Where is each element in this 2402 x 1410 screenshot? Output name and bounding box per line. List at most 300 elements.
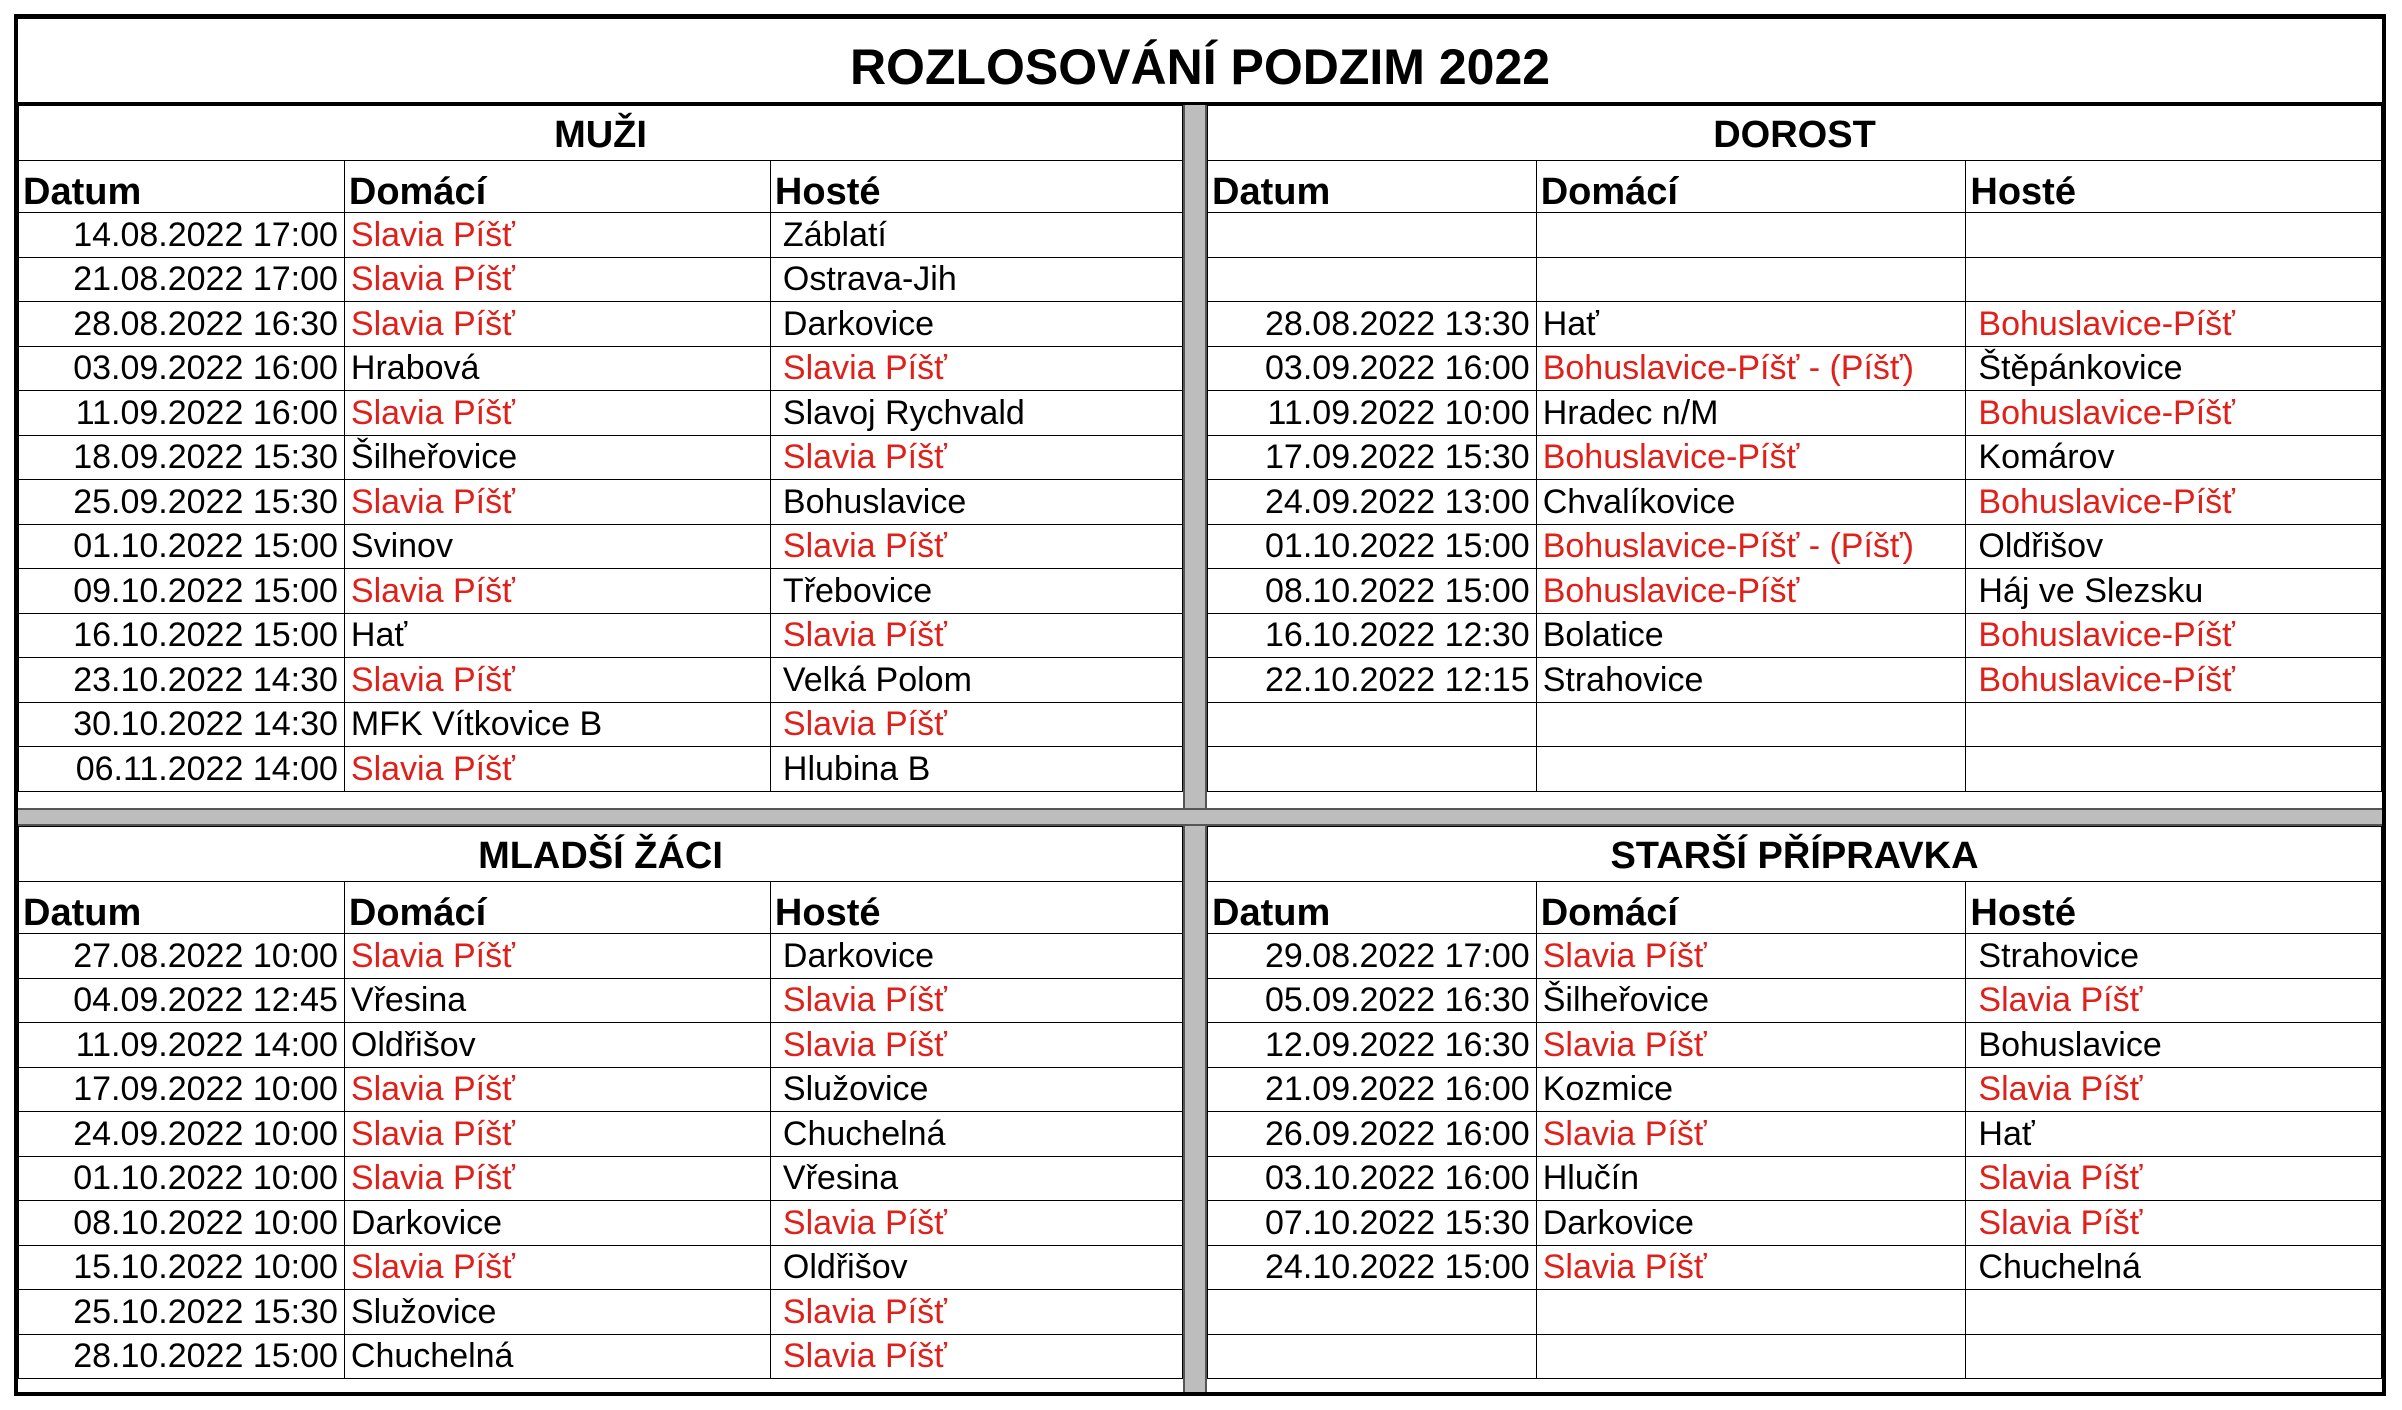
cell-home [344,435,770,480]
date-text: 08.10.2022 10:00 [73,1203,338,1242]
cell-date [1208,435,1537,480]
away-text: Slavoj Rychvald [782,393,1025,432]
cell-home [344,302,770,347]
cell-home [344,569,770,614]
away-text: Slavia Píšť [782,616,947,654]
schedule-table [18,105,1183,792]
cell-date [1208,569,1537,614]
away-text: Bohuslavice [1978,1025,2162,1064]
away-text: Hlubina B [782,749,931,788]
cell-date [19,213,345,258]
home-text: Slavia Píšť [350,660,515,699]
cell-date [19,978,345,1023]
away-text: Chuchelná [1978,1248,2141,1286]
cell-home [344,1334,770,1379]
away-text: Slavia Píšť [782,981,947,1019]
away-text: Bohuslavice-Píšť [1978,393,2235,432]
home-text: Kozmice [1542,1070,1674,1108]
cell-away [770,1156,1182,1201]
cell-away [770,1201,1182,1246]
cell-away [770,524,1182,569]
cell-date [1208,1156,1537,1201]
away-text: Chuchelná [782,1114,946,1153]
table-row [19,978,1183,1023]
date-text: 06.11.2022 14:00 [75,749,338,788]
home-text: Slavia Píšť [350,936,515,975]
cell-home [344,1067,770,1112]
cell-date [19,480,345,525]
cell-home [1536,569,1966,614]
cell-home [1536,978,1966,1023]
away-text: Hať [1978,1114,2035,1153]
cell-home [1536,435,1966,480]
table-row [19,480,1183,525]
table-row [1208,302,2382,347]
date-text: 26.09.2022 16:00 [1265,1114,1530,1153]
date-text: 30.10.2022 14:30 [73,705,338,743]
cell-date [1208,480,1537,525]
away-text: Oldřišov [782,1248,908,1286]
away-text: Strahovice [1978,936,2140,975]
cell-away [1966,480,2382,525]
date-text: 22.10.2022 12:15 [1265,660,1530,699]
home-text: Chvalíkovice [1542,482,1736,521]
home-text: Slavia Píšť [1542,1025,1707,1064]
column-header-home: Domácí [344,882,770,934]
cell-away [1966,658,2382,703]
away-text: Bohuslavice-Píšť [1978,482,2235,521]
column-header-date: Datum [1208,161,1537,213]
cell-date [1208,1245,1537,1290]
cell-away [770,391,1182,436]
table-row [1208,1334,2382,1379]
cell-away [770,213,1182,258]
table-row [19,613,1183,658]
date-text: 17.09.2022 15:30 [1265,438,1530,476]
table-row [1208,747,2382,792]
date-text: 28.10.2022 15:00 [73,1337,338,1375]
schedule-table [18,826,1183,1379]
table-row [19,658,1183,703]
date-text: 17.09.2022 10:00 [73,1070,338,1108]
cell-date [19,1156,345,1201]
column-header-away: Hosté [770,161,1182,213]
away-text: Slavia Píšť [782,1337,947,1375]
cell-away [770,480,1182,525]
cell-date [1208,346,1537,391]
cell-away [1966,1156,2382,1201]
cell-date [1208,978,1537,1023]
table-row [1208,257,2382,302]
cell-home [344,1290,770,1335]
cell-home [344,524,770,569]
home-text: Slavia Píšť [1542,1114,1707,1153]
table-row [1208,569,2382,614]
cell-away [770,1067,1182,1112]
cell-date [1208,1290,1537,1335]
cell-away [770,1334,1182,1379]
away-text: Bohuslavice-Píšť [1978,660,2235,699]
date-text: 25.10.2022 15:30 [73,1292,338,1331]
cell-home [1536,213,1966,258]
date-text: 11.09.2022 14:00 [75,1025,338,1064]
cell-away [770,1112,1182,1157]
cell-date [1208,213,1537,258]
table-row [19,346,1183,391]
cell-date [19,1067,345,1112]
cell-date [1208,747,1537,792]
cell-away [1966,978,2382,1023]
away-text: Ostrava-Jih [782,260,957,298]
cell-away [770,747,1182,792]
date-text: 27.08.2022 10:00 [73,936,338,975]
cell-date [19,1112,345,1157]
home-text: Slavia Píšť [1542,1248,1707,1286]
away-text: Komárov [1978,438,2115,476]
home-text: Darkovice [350,1203,503,1242]
schedule-sheet [14,14,2386,1396]
home-text: Vřesina [350,981,467,1019]
cell-date [19,934,345,979]
away-text: Slavia Píšť [1978,1203,2143,1242]
cell-date [1208,302,1537,347]
cell-away [1966,1245,2382,1290]
table-row [1208,1245,2382,1290]
home-text: Bohuslavice-Píšť [1542,571,1800,610]
cell-away [1966,391,2382,436]
cell-home [1536,1156,1966,1201]
date-text: 15.10.2022 10:00 [73,1248,338,1286]
home-text: Slavia Píšť [350,304,515,343]
cell-away [1966,747,2382,792]
cell-home [1536,346,1966,391]
cell-date [1208,391,1537,436]
section-dorost [1207,105,2382,792]
table-row [1208,934,2382,979]
home-text: Bolatice [1542,616,1664,654]
home-text: Slavia Píšť [350,749,515,788]
cell-home [1536,257,1966,302]
away-text: Služovice [782,1070,929,1108]
cell-home [1536,1201,1966,1246]
table-row [19,213,1183,258]
cell-away [1966,1290,2382,1335]
table-row [1208,1290,2382,1335]
cell-date [1208,1334,1537,1379]
table-row [19,1156,1183,1201]
date-text: 03.10.2022 16:00 [1265,1159,1530,1197]
cell-home [344,1156,770,1201]
home-text: Hlučín [1542,1159,1640,1197]
cell-away [770,346,1182,391]
cell-home [344,978,770,1023]
date-text: 28.08.2022 16:30 [73,304,338,343]
away-text: Slavia Píšť [782,1025,947,1064]
cell-away [1966,569,2382,614]
table-row [19,524,1183,569]
home-text: Chuchelná [350,1337,514,1375]
date-text: 28.08.2022 13:30 [1265,304,1530,343]
table-row [19,1290,1183,1335]
cell-home [344,1201,770,1246]
date-text: 11.09.2022 10:00 [1267,393,1530,432]
table-row [1208,480,2382,525]
schedule-table [1207,826,2382,1379]
cell-date [1208,613,1537,658]
date-text: 11.09.2022 16:00 [75,393,338,432]
cell-date [19,613,345,658]
table-row [1208,702,2382,747]
table-row [1208,1112,2382,1157]
away-text: Slavia Píšť [782,349,947,387]
table-row [19,391,1183,436]
section-title: MLADŠÍ ŽÁCI [19,827,1183,882]
column-header-home: Domácí [1536,161,1966,213]
cell-home [1536,391,1966,436]
column-header-away: Hosté [770,882,1182,934]
cell-away [770,1023,1182,1068]
column-header-home: Domácí [1536,882,1966,934]
cell-away [1966,213,2382,258]
date-text: 01.10.2022 10:00 [73,1159,338,1197]
column-header-date: Datum [1208,882,1537,934]
away-text: Slavia Píšť [782,1292,947,1331]
cell-away [770,569,1182,614]
away-text: Vřesina [782,1159,899,1197]
cell-date [19,1023,345,1068]
cell-date [19,747,345,792]
horizontal-separator [18,808,2382,826]
away-text: Slavia Píšť [782,438,947,476]
table-row [19,1023,1183,1068]
table-row [19,569,1183,614]
cell-away [770,613,1182,658]
table-row [1208,1156,2382,1201]
date-text: 09.10.2022 15:00 [73,571,338,610]
column-header-home: Domácí [344,161,770,213]
date-text: 16.10.2022 15:00 [73,616,338,654]
cell-date [19,702,345,747]
cell-away [770,978,1182,1023]
away-text: Bohuslavice [782,482,967,521]
cell-away [1966,435,2382,480]
date-text: 01.10.2022 15:00 [73,527,338,565]
cell-home [344,480,770,525]
cell-away [1966,1334,2382,1379]
away-text: Slavia Píšť [1978,981,2143,1019]
date-text: 05.09.2022 16:30 [1265,981,1530,1019]
cell-home [344,658,770,703]
column-header-away: Hosté [1966,882,2382,934]
table-row [19,1201,1183,1246]
home-text: Slavia Píšť [350,1248,515,1286]
away-text: Bohuslavice-Píšť [1978,616,2235,654]
cell-away [770,1245,1182,1290]
date-text: 03.09.2022 16:00 [73,349,338,387]
cell-away [1966,302,2382,347]
away-text: Darkovice [782,304,935,343]
table-row [19,302,1183,347]
table-row [19,257,1183,302]
cell-home [1536,747,1966,792]
table-row [1208,524,2382,569]
away-text: Oldřišov [1978,527,2104,565]
cell-away [1966,1067,2382,1112]
column-header-date: Datum [19,161,345,213]
home-text: Slavia Píšť [1542,936,1707,975]
table-row [19,435,1183,480]
cell-away [1966,1023,2382,1068]
date-text: 04.09.2022 12:45 [73,981,338,1019]
home-text: Hrabová [350,349,480,387]
away-text: Slavia Píšť [1978,1070,2143,1108]
cell-away [770,1290,1182,1335]
date-text: 29.08.2022 17:00 [1265,936,1530,975]
table-row [1208,1067,2382,1112]
home-text: Slavia Píšť [350,215,515,254]
home-text: MFK Vítkovice B [350,705,603,743]
cell-date [1208,1112,1537,1157]
cell-away [1966,613,2382,658]
away-text: Třebovice [782,571,933,610]
cell-away [1966,257,2382,302]
cell-date [1208,257,1537,302]
date-text: 24.10.2022 15:00 [1265,1248,1530,1286]
away-text: Velká Polom [782,660,972,699]
home-text: Bohuslavice-Píšť - (Píšť) [1542,527,1914,565]
cell-home [1536,1334,1966,1379]
home-text: Šilheřovice [1542,981,1710,1019]
home-text: Služovice [350,1292,497,1331]
cell-date [19,302,345,347]
table-row [19,702,1183,747]
cell-home [1536,1067,1966,1112]
date-text: 24.09.2022 10:00 [73,1114,338,1153]
cell-date [1208,702,1537,747]
table-row [1208,435,2382,480]
section-starsi-pripravka [1207,826,2382,1379]
cell-date [19,569,345,614]
table-row [1208,391,2382,436]
cell-away [1966,1112,2382,1157]
cell-date [1208,658,1537,703]
cell-date [1208,1067,1537,1112]
cell-away [770,435,1182,480]
cell-date [1208,524,1537,569]
section-mladsi-zaci [18,826,1183,1379]
home-text: Slavia Píšť [350,482,515,521]
cell-date [1208,1201,1537,1246]
cell-home [344,257,770,302]
cell-home [344,391,770,436]
date-text: 25.09.2022 15:30 [73,482,338,521]
away-text [1978,1376,2381,1378]
home-text: Oldřišov [350,1025,476,1064]
date-text [1208,789,1530,791]
table-row [1208,613,2382,658]
home-text: Slavia Píšť [350,260,515,298]
cell-away [770,302,1182,347]
table-row [19,747,1183,792]
section-title: STARŠÍ PŘÍPRAVKA [1208,827,2382,882]
cell-date [1208,1023,1537,1068]
cell-date [19,435,345,480]
date-text: 23.10.2022 14:30 [73,660,338,699]
cell-away [770,702,1182,747]
cell-date [19,1334,345,1379]
cell-date [1208,934,1537,979]
cell-home [344,1112,770,1157]
table-row [1208,213,2382,258]
table-row [1208,658,2382,703]
cell-date [19,391,345,436]
date-text: 14.08.2022 17:00 [73,215,338,254]
home-text: Strahovice [1542,660,1704,699]
cell-home [1536,1290,1966,1335]
home-text: Hať [350,616,408,654]
home-text: Darkovice [1542,1203,1694,1242]
away-text: Slavia Píšť [782,1203,947,1242]
cell-home [344,1245,770,1290]
cell-home [1536,480,1966,525]
cell-home [1536,658,1966,703]
date-text: 21.09.2022 16:00 [1265,1070,1530,1108]
home-text [1543,789,1966,791]
schedule-table [1207,105,2382,792]
cell-home [344,613,770,658]
cell-home [344,213,770,258]
table-row [19,1245,1183,1290]
cell-away [770,257,1182,302]
home-text: Slavia Píšť [350,571,515,610]
date-text: 01.10.2022 15:00 [1265,527,1530,565]
home-text: Hať [1542,304,1599,343]
section-title: DOROST [1208,106,2382,161]
home-text: Slavia Píšť [350,1114,515,1153]
away-text [1978,789,2381,791]
home-text: Slavia Píšť [350,1159,515,1197]
table-row [19,934,1183,979]
cell-home [1536,302,1966,347]
cell-date [19,1245,345,1290]
away-text: Háj ve Slezsku [1978,571,2204,610]
cell-date [19,658,345,703]
date-text: 07.10.2022 15:30 [1265,1203,1530,1242]
cell-away [1966,346,2382,391]
home-text: Svinov [350,527,453,565]
cell-home [1536,1023,1966,1068]
cell-home [1536,1112,1966,1157]
date-text: 18.09.2022 15:30 [73,438,338,476]
home-text: Bohuslavice-Píšť - (Píšť) [1542,349,1914,387]
date-text: 12.09.2022 16:30 [1265,1025,1530,1064]
section-title: MUŽI [19,106,1183,161]
home-text: Hradec n/M [1542,393,1719,432]
home-text: Bohuslavice-Píšť [1542,438,1800,476]
away-text: Bohuslavice-Píšť [1978,304,2235,343]
cell-date [19,524,345,569]
table-row [1208,1023,2382,1068]
table-row [19,1334,1183,1379]
date-text: 21.08.2022 17:00 [73,260,338,298]
home-text [1543,1376,1966,1378]
date-text: 03.09.2022 16:00 [1265,349,1530,387]
home-text: Slavia Píšť [350,1070,515,1108]
cell-away [1966,1201,2382,1246]
cell-home [344,747,770,792]
cell-away [770,658,1182,703]
date-text: 24.09.2022 13:00 [1265,482,1530,521]
